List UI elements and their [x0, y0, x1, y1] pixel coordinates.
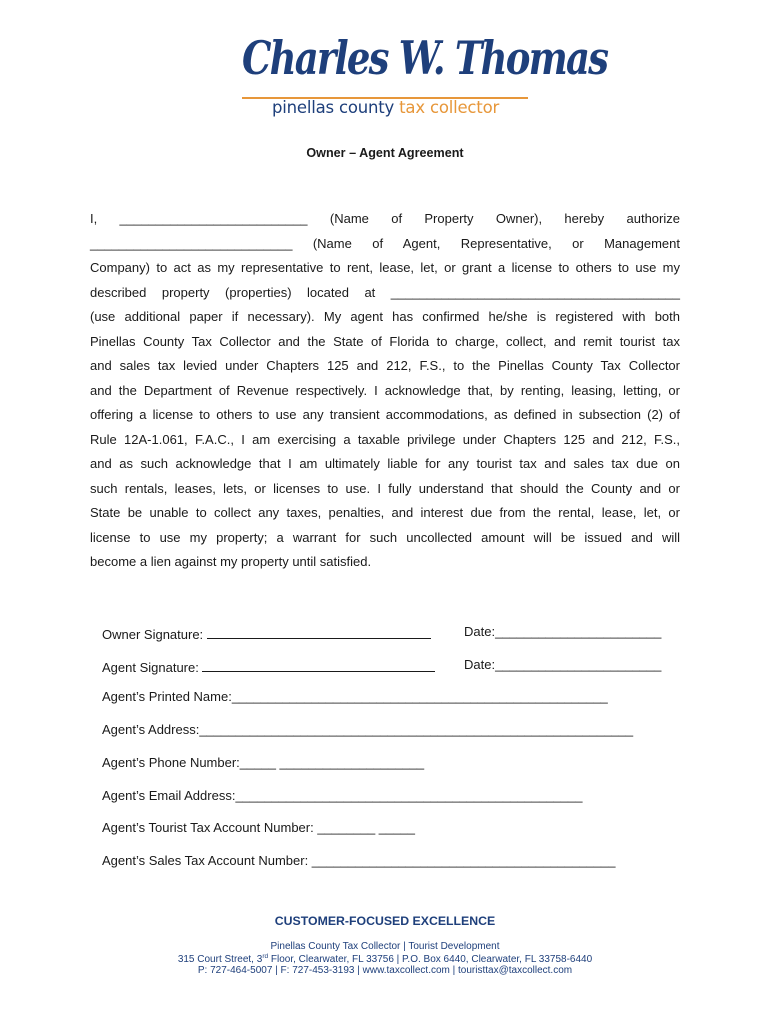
body-line: license to use my property; a warrant for such uncollected amount will be issued and will [90, 529, 680, 545]
logo-subtitle [272, 98, 499, 117]
footer-address-street: 315 Court Street, 3 [177, 954, 263, 965]
body-line: Pinellas County Tax Collector and the State of Florida to charge, collect, and remit tourist tax [90, 333, 680, 349]
logo-subtitle-tax-collector: tax collector [399, 98, 500, 117]
sales-tax-account-field[interactable]: Agent’s Sales Tax Account Number: __________________________________________ [102, 853, 616, 868]
agent-signature-label: Agent Signature: [102, 660, 203, 675]
body-line: described property (properties) located at ________________________________________ [90, 284, 680, 300]
agent-date-field[interactable]: Date:_______________________ [464, 657, 662, 672]
agent-printed-name-field[interactable]: Agent’s Printed Name:____________________________________________________ [102, 689, 608, 704]
agent-signature-line[interactable] [202, 657, 435, 672]
footer-department: Pinellas County Tax Collector | Tourist Development [270, 941, 500, 952]
owner-signature-label: Owner Signature: [102, 627, 207, 642]
body-line: such rentals, leases, lets, or licenses to use. I fully understand that should the County and or [90, 480, 680, 496]
logo-subtitle-county: pinellas county [272, 98, 400, 117]
footer-address [0, 953, 770, 965]
agent-email-field[interactable]: Agent’s Email Address:________________________________________________ [102, 788, 583, 803]
logo-name: Charles W. Thomas [242, 30, 608, 85]
footer-tagline: CUSTOMER-FOCUSED EXCELLENCE [274, 914, 496, 928]
body-line: become a lien against my property until satisfied. [90, 554, 372, 569]
body-line: offering a license to others to use any transient accommodations, as defined in subsection (2) of [90, 407, 680, 422]
body-line: I, __________________________ (Name of Property Owner), hereby authorize [90, 211, 680, 226]
body-line: and the Department of Revenue respectively. I acknowledge that, by renting, leasing, letting, or [90, 382, 680, 398]
body-line: and sales tax levied under Chapters 125 and 212, F.S., to the Pinellas County Tax Collector [90, 358, 680, 373]
body-line: ____________________________ (Name of Agent, Representative, or Management [90, 235, 680, 251]
agreement-body [90, 207, 680, 575]
footer-contact: P: 727-464-5007 | F: 727-453-3193 | www.taxcollect.com | touristtax@taxcollect.com [197, 965, 573, 976]
body-line: Company) to act as my representative to rent, lease, let, or grant a license to others to use my [90, 260, 680, 275]
agent-signature-field[interactable] [102, 657, 435, 675]
body-line: State be unable to collect any taxes, penalties, and interest due from the rental, lease, let, or [90, 505, 680, 520]
tourist-tax-account-field[interactable]: Agent’s Tourist Tax Account Number: ________ _____ [102, 820, 415, 835]
footer-address-ordinal: rd [262, 953, 269, 960]
tax-collector-logo [240, 30, 608, 128]
body-line: (use additional paper if necessary). My agent has confirmed he/she is registered with both [90, 309, 680, 324]
body-line: and as such acknowledge that I am ultimately liable for any tourist tax and sales tax due on [90, 456, 680, 471]
owner-signature-field[interactable] [102, 624, 431, 642]
owner-signature-line[interactable] [207, 624, 431, 639]
owner-date-field[interactable]: Date:_______________________ [464, 624, 662, 639]
document-title: Owner – Agent Agreement [306, 146, 464, 160]
agent-address-field[interactable]: Agent’s Address:____________________________________________________________ [102, 722, 634, 737]
footer-address-rest: Floor, Clearwater, FL 33756 | P.O. Box 6440, Clearwater, FL 33758-6440 [268, 954, 593, 965]
body-line: Rule 12A-1.061, F.A.C., I am exercising a taxable privilege under Chapters 125 and 212, F.S., [90, 431, 680, 447]
agent-phone-field[interactable]: Agent’s Phone Number:_____ ____________________ [102, 755, 425, 770]
